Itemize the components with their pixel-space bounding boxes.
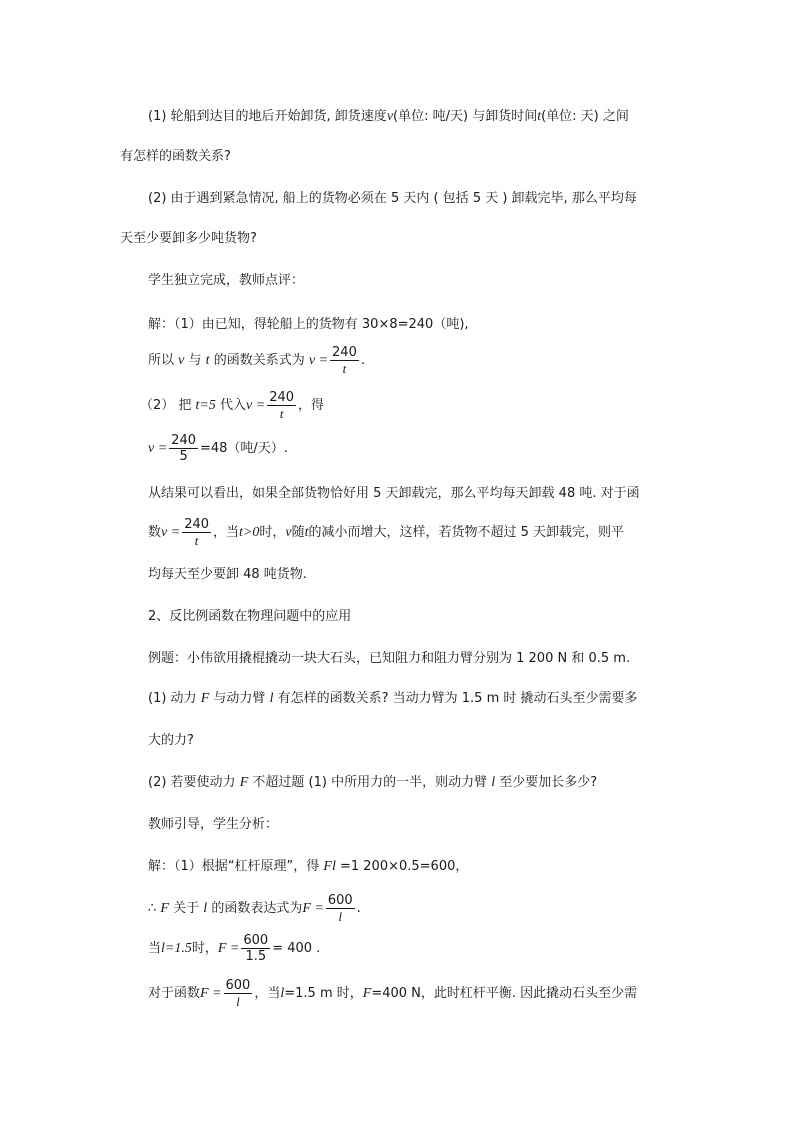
text: (单位: 吨/天) 与卸货时间 bbox=[393, 109, 538, 124]
numerator: 600 bbox=[243, 933, 269, 948]
var-F: F bbox=[200, 691, 210, 706]
example-question-1-line-1 bbox=[148, 690, 638, 708]
text: 对于函数 bbox=[148, 986, 201, 1001]
text: 与 bbox=[188, 353, 202, 368]
denominator: t bbox=[342, 361, 347, 376]
text: 时， bbox=[191, 941, 218, 956]
text: 当 bbox=[148, 941, 162, 956]
fraction bbox=[182, 517, 211, 548]
conclusion-line-1: 从结果可以看出，如果全部货物恰好用 5 天卸载完，那么平均每天卸载 48 吨. 对于函 bbox=[148, 486, 640, 501]
text: 与动力臂 bbox=[213, 691, 266, 706]
denominator: 5 bbox=[179, 449, 188, 464]
example-text: 例题：小伟欲用撬棍撬动一块大石头，已知阻力和阻力臂分别为 1 200 N 和 0.5 m. bbox=[148, 651, 631, 666]
text: 代入 bbox=[220, 398, 247, 413]
solution-2-line-2 bbox=[148, 893, 361, 924]
denominator: l bbox=[236, 994, 240, 1009]
text: ，当 bbox=[254, 986, 281, 1001]
denominator: 1.5 bbox=[245, 949, 267, 964]
numerator: 240 bbox=[332, 345, 357, 360]
equation-lhs: v = bbox=[246, 398, 266, 413]
var-l: l bbox=[269, 691, 274, 706]
var-F: F bbox=[362, 986, 372, 1001]
text: ，得 bbox=[298, 398, 325, 413]
text: 所以 bbox=[148, 353, 175, 368]
solution-2-line-4 bbox=[148, 978, 637, 1009]
question-2-line-1: (2) 由于遇到紧急情况, 船上的货物必须在 5 天内 ( 包括 5 天 ) 卸载完毕, 那么平均每 bbox=[148, 191, 637, 206]
text: . bbox=[356, 901, 361, 916]
text: =1.5 m 时， bbox=[284, 986, 363, 1001]
equation-lhs: v = bbox=[148, 441, 168, 456]
question-1-line-2: 有怎样的函数关系? bbox=[120, 149, 231, 164]
text: 的函数表达式为 bbox=[211, 901, 303, 916]
text: 随 bbox=[291, 525, 305, 540]
equation-lhs: v = bbox=[308, 353, 329, 368]
text: 的函数关系式为 bbox=[213, 353, 305, 368]
fraction bbox=[330, 345, 359, 376]
var-v: v bbox=[178, 353, 185, 368]
var-F: F bbox=[160, 901, 169, 916]
text: =400 N，此时杠杆平衡. 因此撬动石头至少需 bbox=[371, 986, 638, 1001]
text: 不超过题 (1) 中所用力的一半，则动力臂 bbox=[252, 775, 488, 790]
fraction bbox=[224, 978, 253, 1009]
condition-t-positive: t>0 bbox=[239, 525, 260, 540]
text: (1) 动力 bbox=[148, 691, 197, 706]
var-v: v bbox=[285, 525, 292, 540]
text: 关于 bbox=[173, 901, 200, 916]
math-Fl: Fl bbox=[323, 859, 336, 874]
intro-text: 学生独立完成，教师点评： bbox=[148, 273, 305, 288]
fraction bbox=[169, 433, 198, 464]
text: . bbox=[360, 353, 365, 368]
fraction bbox=[267, 390, 296, 421]
equation-lhs: v = bbox=[161, 525, 181, 540]
text: 的减小而增大，这样，若货物不超过 5 天卸载完，则平 bbox=[308, 525, 625, 540]
math-t-equals-5: t=5 bbox=[195, 398, 216, 413]
numerator: 600 bbox=[225, 978, 251, 993]
text: =48（吨/天）. bbox=[200, 441, 288, 456]
therefore-symbol: ∴ bbox=[148, 901, 157, 916]
numerator: 240 bbox=[184, 517, 210, 532]
denominator: l bbox=[338, 909, 343, 924]
text: 时， bbox=[259, 525, 286, 540]
solution-2-line-3 bbox=[148, 933, 320, 964]
equation-lhs: F = bbox=[200, 986, 222, 1001]
question-2-line-2: 天至少要卸多少吨货物? bbox=[120, 231, 257, 246]
fraction bbox=[241, 933, 270, 964]
example-question-2 bbox=[148, 774, 597, 792]
var-t: t bbox=[537, 109, 542, 124]
text: 有怎样的函数关系? 当动力臂为 1.5 m 时 撬动石头至少需要多 bbox=[277, 691, 638, 706]
denominator: t bbox=[279, 406, 284, 421]
example-question-1-line-2: 大的力? bbox=[148, 733, 194, 748]
var-F: F bbox=[239, 775, 249, 790]
text: =1 200×0.5=600， bbox=[339, 859, 469, 874]
question-1-line-1 bbox=[148, 108, 629, 126]
text: (1) 轮船到达目的地后开始卸货, 卸货速度 bbox=[148, 109, 387, 124]
var-l: l bbox=[203, 901, 208, 916]
text: 数 bbox=[148, 525, 162, 540]
conclusion-line-2 bbox=[148, 517, 624, 548]
text: （2） 把 bbox=[140, 398, 192, 413]
numerator: 240 bbox=[171, 433, 196, 448]
solution-2-line-1 bbox=[148, 858, 468, 876]
solution-1-line-4 bbox=[148, 433, 288, 464]
fraction bbox=[326, 893, 355, 924]
text: = 400 . bbox=[272, 941, 321, 956]
conclusion-line-3: 均每天至少要卸 48 吨货物. bbox=[148, 567, 307, 582]
numerator: 240 bbox=[269, 390, 295, 405]
denominator: t bbox=[194, 533, 199, 548]
var-t: t bbox=[205, 353, 210, 368]
text: 至少要加长多少? bbox=[499, 775, 598, 790]
var-v: v bbox=[386, 109, 394, 124]
equation-lhs: F = bbox=[302, 901, 324, 916]
text: (单位: 天) 之间 bbox=[541, 109, 629, 124]
text: (2) 若要使动力 bbox=[148, 775, 236, 790]
text: 解：（1）根据“杠杆原理”，得 bbox=[148, 859, 320, 874]
math-l-equals: l=1.5 bbox=[161, 941, 192, 956]
var-l: l bbox=[491, 775, 496, 790]
section-2-title: 2、反比例函数在物理问题中的应用 bbox=[148, 609, 352, 624]
var-t: t bbox=[304, 525, 309, 540]
solution-1-line-2 bbox=[148, 345, 365, 376]
text: ，当 bbox=[213, 525, 240, 540]
solution-1-line-1: 解：（1）由已知，得轮船上的货物有 30×8=240（吨), bbox=[148, 317, 469, 332]
var-l: l bbox=[280, 986, 285, 1001]
guide-text: 教师引导，学生分析： bbox=[148, 817, 279, 832]
equation-lhs: F = bbox=[217, 941, 240, 956]
numerator: 600 bbox=[327, 893, 353, 908]
solution-1-line-3 bbox=[140, 390, 324, 421]
